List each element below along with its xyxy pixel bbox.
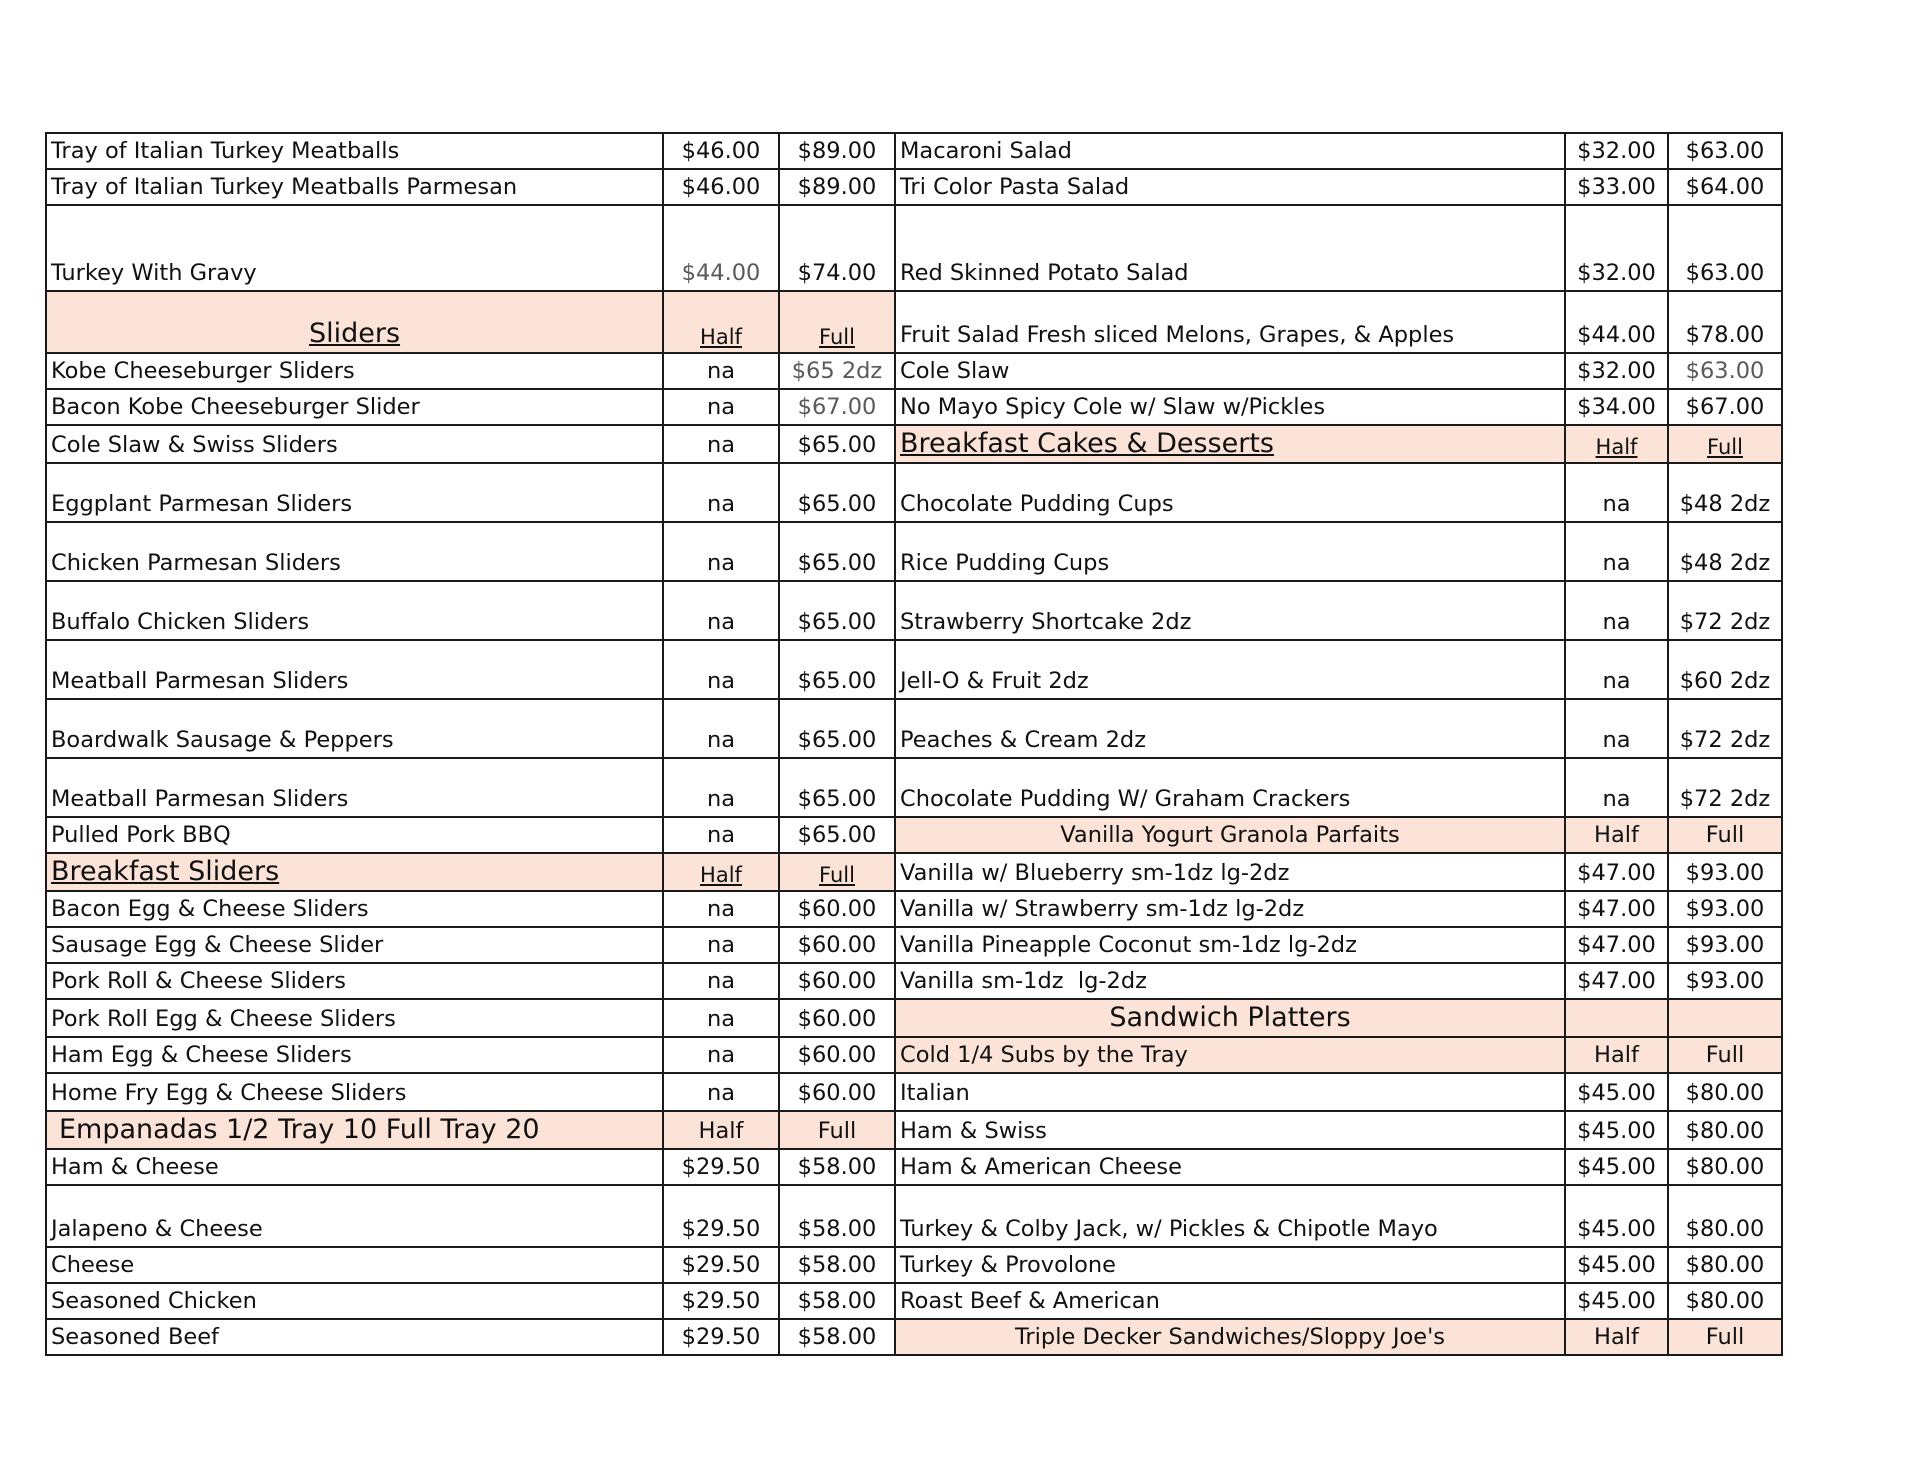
half-column-header: Half	[1565, 817, 1668, 853]
full-price: $67.00	[779, 389, 895, 425]
item-name: Ham & Cheese	[46, 1149, 663, 1185]
full-price: $65.00	[779, 522, 895, 581]
section-heading-sliders: Sliders	[46, 291, 663, 353]
item-name: Turkey With Gravy	[46, 205, 663, 291]
table-row	[46, 640, 1782, 699]
table-row	[46, 699, 1782, 758]
item-name: Eggplant Parmesan Sliders	[46, 463, 663, 522]
section-heading-triple-decker: Triple Decker Sandwiches/Sloppy Joe's	[895, 1319, 1565, 1355]
item-name: Seasoned Beef	[46, 1319, 663, 1355]
item-name: Vanilla w/ Blueberry sm-1dz lg-2dz	[895, 853, 1565, 891]
half-price: $34.00	[1565, 389, 1668, 425]
half-price: na	[663, 891, 779, 927]
item-name: Red Skinned Potato Salad	[895, 205, 1565, 291]
half-price: $33.00	[1565, 169, 1668, 205]
item-name: Home Fry Egg & Cheese Sliders	[46, 1073, 663, 1111]
half-price: $45.00	[1565, 1247, 1668, 1283]
half-price: na	[1565, 463, 1668, 522]
half-price: $32.00	[1565, 133, 1668, 169]
full-price: $63.00	[1668, 133, 1782, 169]
full-price: $60.00	[779, 891, 895, 927]
item-name: Turkey & Provolone	[895, 1247, 1565, 1283]
full-price: $80.00	[1668, 1247, 1782, 1283]
section-heading-breakfast-sliders: Breakfast Sliders	[46, 853, 663, 891]
item-name: Vanilla w/ Strawberry sm-1dz lg-2dz	[895, 891, 1565, 927]
half-price: na	[1565, 640, 1668, 699]
full-price: $65.00	[779, 425, 895, 463]
item-name: Strawberry Shortcake 2dz	[895, 581, 1565, 640]
item-name: Ham & American Cheese	[895, 1149, 1565, 1185]
section-heading-parfaits: Vanilla Yogurt Granola Parfaits	[895, 817, 1565, 853]
half-price: $45.00	[1565, 1283, 1668, 1319]
item-name: Bacon Egg & Cheese Sliders	[46, 891, 663, 927]
half-price: $46.00	[663, 169, 779, 205]
full-column-header: Full	[779, 853, 895, 891]
full-price: $63.00	[1668, 353, 1782, 389]
item-name: Bacon Kobe Cheeseburger Slider	[46, 389, 663, 425]
full-price: $93.00	[1668, 891, 1782, 927]
half-price: na	[663, 758, 779, 817]
full-price: $78.00	[1668, 291, 1782, 353]
full-price: $80.00	[1668, 1185, 1782, 1247]
item-name: Chicken Parmesan Sliders	[46, 522, 663, 581]
full-column-header: Full	[779, 1111, 895, 1149]
full-price: $60 2dz	[1668, 640, 1782, 699]
half-price: $45.00	[1565, 1149, 1668, 1185]
full-column-header: Full	[779, 291, 895, 353]
full-price: $58.00	[779, 1185, 895, 1247]
item-name: Tray of Italian Turkey Meatballs Parmesan	[46, 169, 663, 205]
table-row	[46, 1283, 1782, 1319]
half-price: na	[663, 463, 779, 522]
full-price: $80.00	[1668, 1283, 1782, 1319]
item-name: Cole Slaw	[895, 353, 1565, 389]
half-price: na	[663, 640, 779, 699]
table-row	[46, 205, 1782, 291]
full-price: $65.00	[779, 640, 895, 699]
table-row	[46, 1185, 1782, 1247]
table-row	[46, 853, 1782, 891]
half-price: $45.00	[1565, 1185, 1668, 1247]
item-name: Tray of Italian Turkey Meatballs	[46, 133, 663, 169]
full-price: $63.00	[1668, 205, 1782, 291]
item-name: Macaroni Salad	[895, 133, 1565, 169]
half-column-header: Half	[1565, 425, 1668, 463]
item-name: Jell-O & Fruit 2dz	[895, 640, 1565, 699]
full-price: $72 2dz	[1668, 581, 1782, 640]
table-row	[46, 425, 1782, 463]
half-price: $32.00	[1565, 353, 1668, 389]
table-row	[46, 963, 1782, 999]
full-price: $60.00	[779, 1037, 895, 1073]
full-price: $65.00	[779, 699, 895, 758]
full-price: $58.00	[779, 1149, 895, 1185]
item-name: Jalapeno & Cheese	[46, 1185, 663, 1247]
item-name: Chocolate Pudding Cups	[895, 463, 1565, 522]
table-row	[46, 1037, 1782, 1073]
table-row	[46, 463, 1782, 522]
table-row	[46, 353, 1782, 389]
half-column-header: Half	[1565, 1319, 1668, 1355]
full-price: $65 2dz	[779, 353, 895, 389]
half-price: na	[663, 581, 779, 640]
half-price: na	[663, 353, 779, 389]
half-price: na	[663, 425, 779, 463]
item-name: Seasoned Chicken	[46, 1283, 663, 1319]
half-price: na	[1565, 522, 1668, 581]
full-column-header: Full	[1668, 817, 1782, 853]
item-name: Vanilla Pineapple Coconut sm-1dz lg-2dz	[895, 927, 1565, 963]
table-row	[46, 522, 1782, 581]
table-row	[46, 291, 1782, 353]
table-row	[46, 927, 1782, 963]
table-row	[46, 758, 1782, 817]
half-column-header	[1565, 999, 1668, 1037]
half-price: $29.50	[663, 1283, 779, 1319]
full-column-header: Full	[1668, 1037, 1782, 1073]
item-name: Cole Slaw & Swiss Sliders	[46, 425, 663, 463]
half-price: $47.00	[1565, 927, 1668, 963]
half-price: $45.00	[1565, 1111, 1668, 1149]
item-name: Cheese	[46, 1247, 663, 1283]
half-price: $29.50	[663, 1247, 779, 1283]
full-price: $65.00	[779, 463, 895, 522]
half-price: na	[663, 522, 779, 581]
item-name: Fruit Salad Fresh sliced Melons, Grapes, & Apples	[895, 291, 1565, 353]
half-column-header: Half	[663, 853, 779, 891]
full-column-header: Full	[1668, 425, 1782, 463]
item-name: Pork Roll & Cheese Sliders	[46, 963, 663, 999]
item-name: Turkey & Colby Jack, w/ Pickles & Chipotle Mayo	[895, 1185, 1565, 1247]
full-price: $58.00	[779, 1247, 895, 1283]
item-name: Roast Beef & American	[895, 1283, 1565, 1319]
half-price: na	[663, 1037, 779, 1073]
table-row	[46, 169, 1782, 205]
half-column-header: Half	[663, 1111, 779, 1149]
item-name: Meatball Parmesan Sliders	[46, 758, 663, 817]
item-name: Ham Egg & Cheese Sliders	[46, 1037, 663, 1073]
full-price: $74.00	[779, 205, 895, 291]
table-row	[46, 1319, 1782, 1355]
full-price: $65.00	[779, 817, 895, 853]
full-price: $58.00	[779, 1283, 895, 1319]
subsection-heading-cold-subs: Cold 1/4 Subs by the Tray	[895, 1037, 1565, 1073]
full-price: $64.00	[1668, 169, 1782, 205]
full-price: $60.00	[779, 963, 895, 999]
half-price: na	[1565, 699, 1668, 758]
item-name: No Mayo Spicy Cole w/ Slaw w/Pickles	[895, 389, 1565, 425]
half-column-header: Half	[663, 291, 779, 353]
half-price: $47.00	[1565, 853, 1668, 891]
half-price: $32.00	[1565, 205, 1668, 291]
half-price: na	[663, 389, 779, 425]
half-price: $45.00	[1565, 1073, 1668, 1111]
half-price: na	[663, 999, 779, 1037]
section-heading-sandwich-platters: Sandwich Platters	[895, 999, 1565, 1037]
full-price: $65.00	[779, 581, 895, 640]
half-price: $47.00	[1565, 963, 1668, 999]
full-price: $65.00	[779, 758, 895, 817]
full-price: $89.00	[779, 169, 895, 205]
table-row	[46, 1073, 1782, 1111]
full-price: $48 2dz	[1668, 522, 1782, 581]
half-price: na	[1565, 581, 1668, 640]
half-price: $29.50	[663, 1185, 779, 1247]
item-name: Vanilla sm-1dz lg-2dz	[895, 963, 1565, 999]
menu-price-table	[45, 132, 1783, 1356]
table-row	[46, 891, 1782, 927]
item-name: Buffalo Chicken Sliders	[46, 581, 663, 640]
half-price: na	[663, 927, 779, 963]
full-price: $60.00	[779, 927, 895, 963]
half-price: $47.00	[1565, 891, 1668, 927]
full-price: $60.00	[779, 999, 895, 1037]
full-column-header: Full	[1668, 1319, 1782, 1355]
full-price: $93.00	[1668, 853, 1782, 891]
section-heading-empanadas: Empanadas 1/2 Tray 10 Full Tray 20	[46, 1111, 663, 1149]
half-price: na	[1565, 758, 1668, 817]
half-price: na	[663, 817, 779, 853]
full-price: $72 2dz	[1668, 758, 1782, 817]
full-price: $80.00	[1668, 1111, 1782, 1149]
table-row	[46, 389, 1782, 425]
full-price: $67.00	[1668, 389, 1782, 425]
item-name: Italian	[895, 1073, 1565, 1111]
item-name: Ham & Swiss	[895, 1111, 1565, 1149]
half-price: na	[663, 1073, 779, 1111]
half-price: na	[663, 699, 779, 758]
table-row	[46, 1149, 1782, 1185]
item-name: Sausage Egg & Cheese Slider	[46, 927, 663, 963]
table-row	[46, 1247, 1782, 1283]
item-name: Rice Pudding Cups	[895, 522, 1565, 581]
full-column-header	[1668, 999, 1782, 1037]
section-heading-breakfast-cakes-desserts: Breakfast Cakes & Desserts	[895, 425, 1565, 463]
half-price: $46.00	[663, 133, 779, 169]
full-price: $93.00	[1668, 963, 1782, 999]
half-price: $44.00	[663, 205, 779, 291]
table-row	[46, 1111, 1782, 1149]
full-price: $58.00	[779, 1319, 895, 1355]
half-price: $29.50	[663, 1149, 779, 1185]
item-name: Meatball Parmesan Sliders	[46, 640, 663, 699]
full-price: $89.00	[779, 133, 895, 169]
item-name: Chocolate Pudding W/ Graham Crackers	[895, 758, 1565, 817]
half-price: $29.50	[663, 1319, 779, 1355]
full-price: $93.00	[1668, 927, 1782, 963]
item-name: Pork Roll Egg & Cheese Sliders	[46, 999, 663, 1037]
full-price: $60.00	[779, 1073, 895, 1111]
full-price: $80.00	[1668, 1073, 1782, 1111]
item-name: Pulled Pork BBQ	[46, 817, 663, 853]
full-price: $72 2dz	[1668, 699, 1782, 758]
item-name: Peaches & Cream 2dz	[895, 699, 1565, 758]
table-row	[46, 581, 1782, 640]
table-row	[46, 999, 1782, 1037]
half-price: na	[663, 963, 779, 999]
item-name: Tri Color Pasta Salad	[895, 169, 1565, 205]
full-price: $80.00	[1668, 1149, 1782, 1185]
table-row	[46, 817, 1782, 853]
half-price: $44.00	[1565, 291, 1668, 353]
full-price: $48 2dz	[1668, 463, 1782, 522]
item-name: Boardwalk Sausage & Peppers	[46, 699, 663, 758]
table-row	[46, 133, 1782, 169]
half-column-header: Half	[1565, 1037, 1668, 1073]
item-name: Kobe Cheeseburger Sliders	[46, 353, 663, 389]
